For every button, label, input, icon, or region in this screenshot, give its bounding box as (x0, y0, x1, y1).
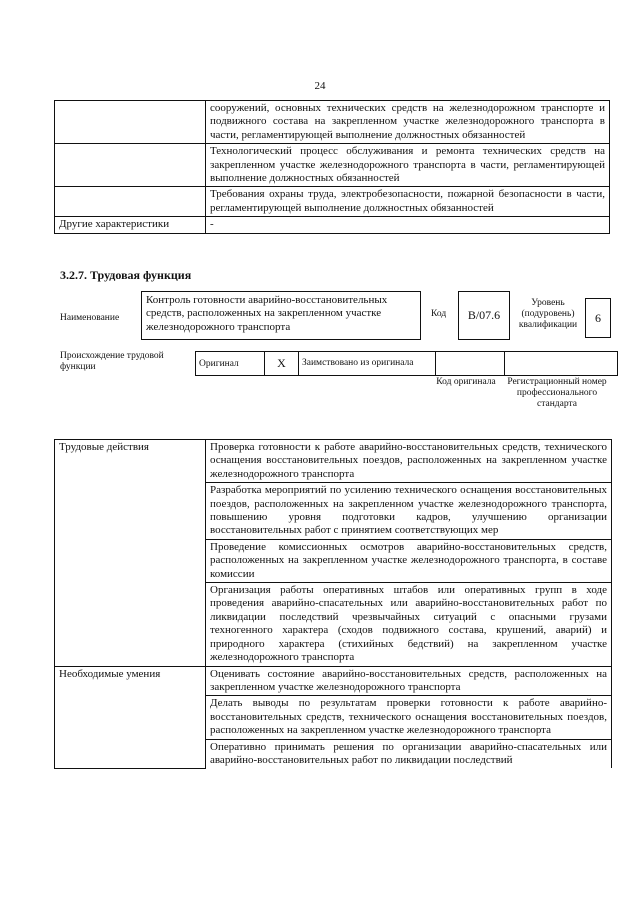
skill-item: Делать выводы по результатам проверки готовности к работе аварийно-восстановительных средств, технического оснащения восстановительных поездов, расположенных на закрепленном участке железнодорожного транспорта (206, 696, 612, 739)
row-text: сооружений, основных технических средств на железнодорожном транспорте и подвижного состава на закрепленном участке железнодорожного транспорта в части, регламентирующей выполнение должностных обязанностей (206, 101, 610, 144)
borrowed-label: Заимствовано из оригинала (299, 352, 436, 376)
labor-actions-label: Трудовые действия (55, 440, 206, 667)
row-label: Другие характеристики (55, 217, 206, 233)
row-text: - (206, 217, 610, 233)
qualification-level-label: Уровень (подуровень) квалификации (518, 298, 578, 330)
skill-item: Оперативно принимать решения по организации аварийно-спасательных или аварийно-восстановительных работ по ликвидации последствий (206, 739, 612, 768)
labor-action-item: Разработка мероприятий по усилению технического оснащения восстановительных поездов, расположенных на закрепленном участке железнодорожного транспорта, повышению уровня подготовки кадров, улучшению организации восстановительных работ с принятием соответствующих мер (206, 483, 612, 540)
table-row (55, 666, 612, 696)
labor-action-item: Проведение комиссионных осмотров аварийно-восстановительных средств, расположенных на закрепленном участке железнодорожного транспорта, в составе комиссии (206, 539, 612, 582)
labor-actions-table (54, 439, 612, 769)
skills-label: Необходимые умения (55, 666, 206, 768)
row-text: Технологический процесс обслуживания и ремонта технических средств на закрепленном участке железнодорожного транспорта в части, регламентирующей выполнение должностных обязанностей (206, 144, 610, 187)
function-code-value: B/07.6 (458, 291, 510, 340)
name-label: Наименование (60, 313, 120, 323)
table-row (55, 440, 612, 483)
row-text: Требования охраны труда, электробезопасности, пожарной безопасности в части, регламентирующей выполнение должностных обязанностей (206, 187, 610, 217)
section-heading: 3.2.7. Трудовая функция (60, 268, 192, 282)
labor-action-item: Организация работы оперативных штабов или оперативных групп в ходе проведения аварийно-спасательных или аварийно-восстановительных работ по ликвидации последствий чрезвычайных ситуаций с опасными грузами техногенного характера (сходов подвижного состава, крушений, аварий) и природного характера (стихийных бедствий) на закрепленном участке железнодорожного транспорта (206, 583, 612, 666)
labor-action-item: Проверка готовности к работе аварийно-восстановительных средств, технического оснащения восстановительных поездов, расположенных на закрепленном участке железнодорожного транспорта (206, 440, 612, 483)
code-label: Код (431, 309, 447, 319)
original-label: Оригинал (196, 352, 265, 376)
original-mark: X (265, 352, 299, 376)
qualification-level-value: 6 (585, 298, 611, 338)
origin-label: Происхождение трудовой функции (60, 351, 164, 372)
function-name-value: Контроль готовности аварийно-восстановительных средств, расположенных на закрепленном участке железнодорожного транспорта (141, 291, 421, 340)
original-code-caption: Код оригинала (436, 377, 496, 387)
page-number: 24 (314, 80, 326, 92)
skill-item: Оценивать состояние аварийно-восстановительных средств, расположенных на закрепленном участке железнодорожного транспорта (206, 666, 612, 696)
registration-number-caption: Регистрационный номер профессионального стандарта (507, 377, 607, 409)
